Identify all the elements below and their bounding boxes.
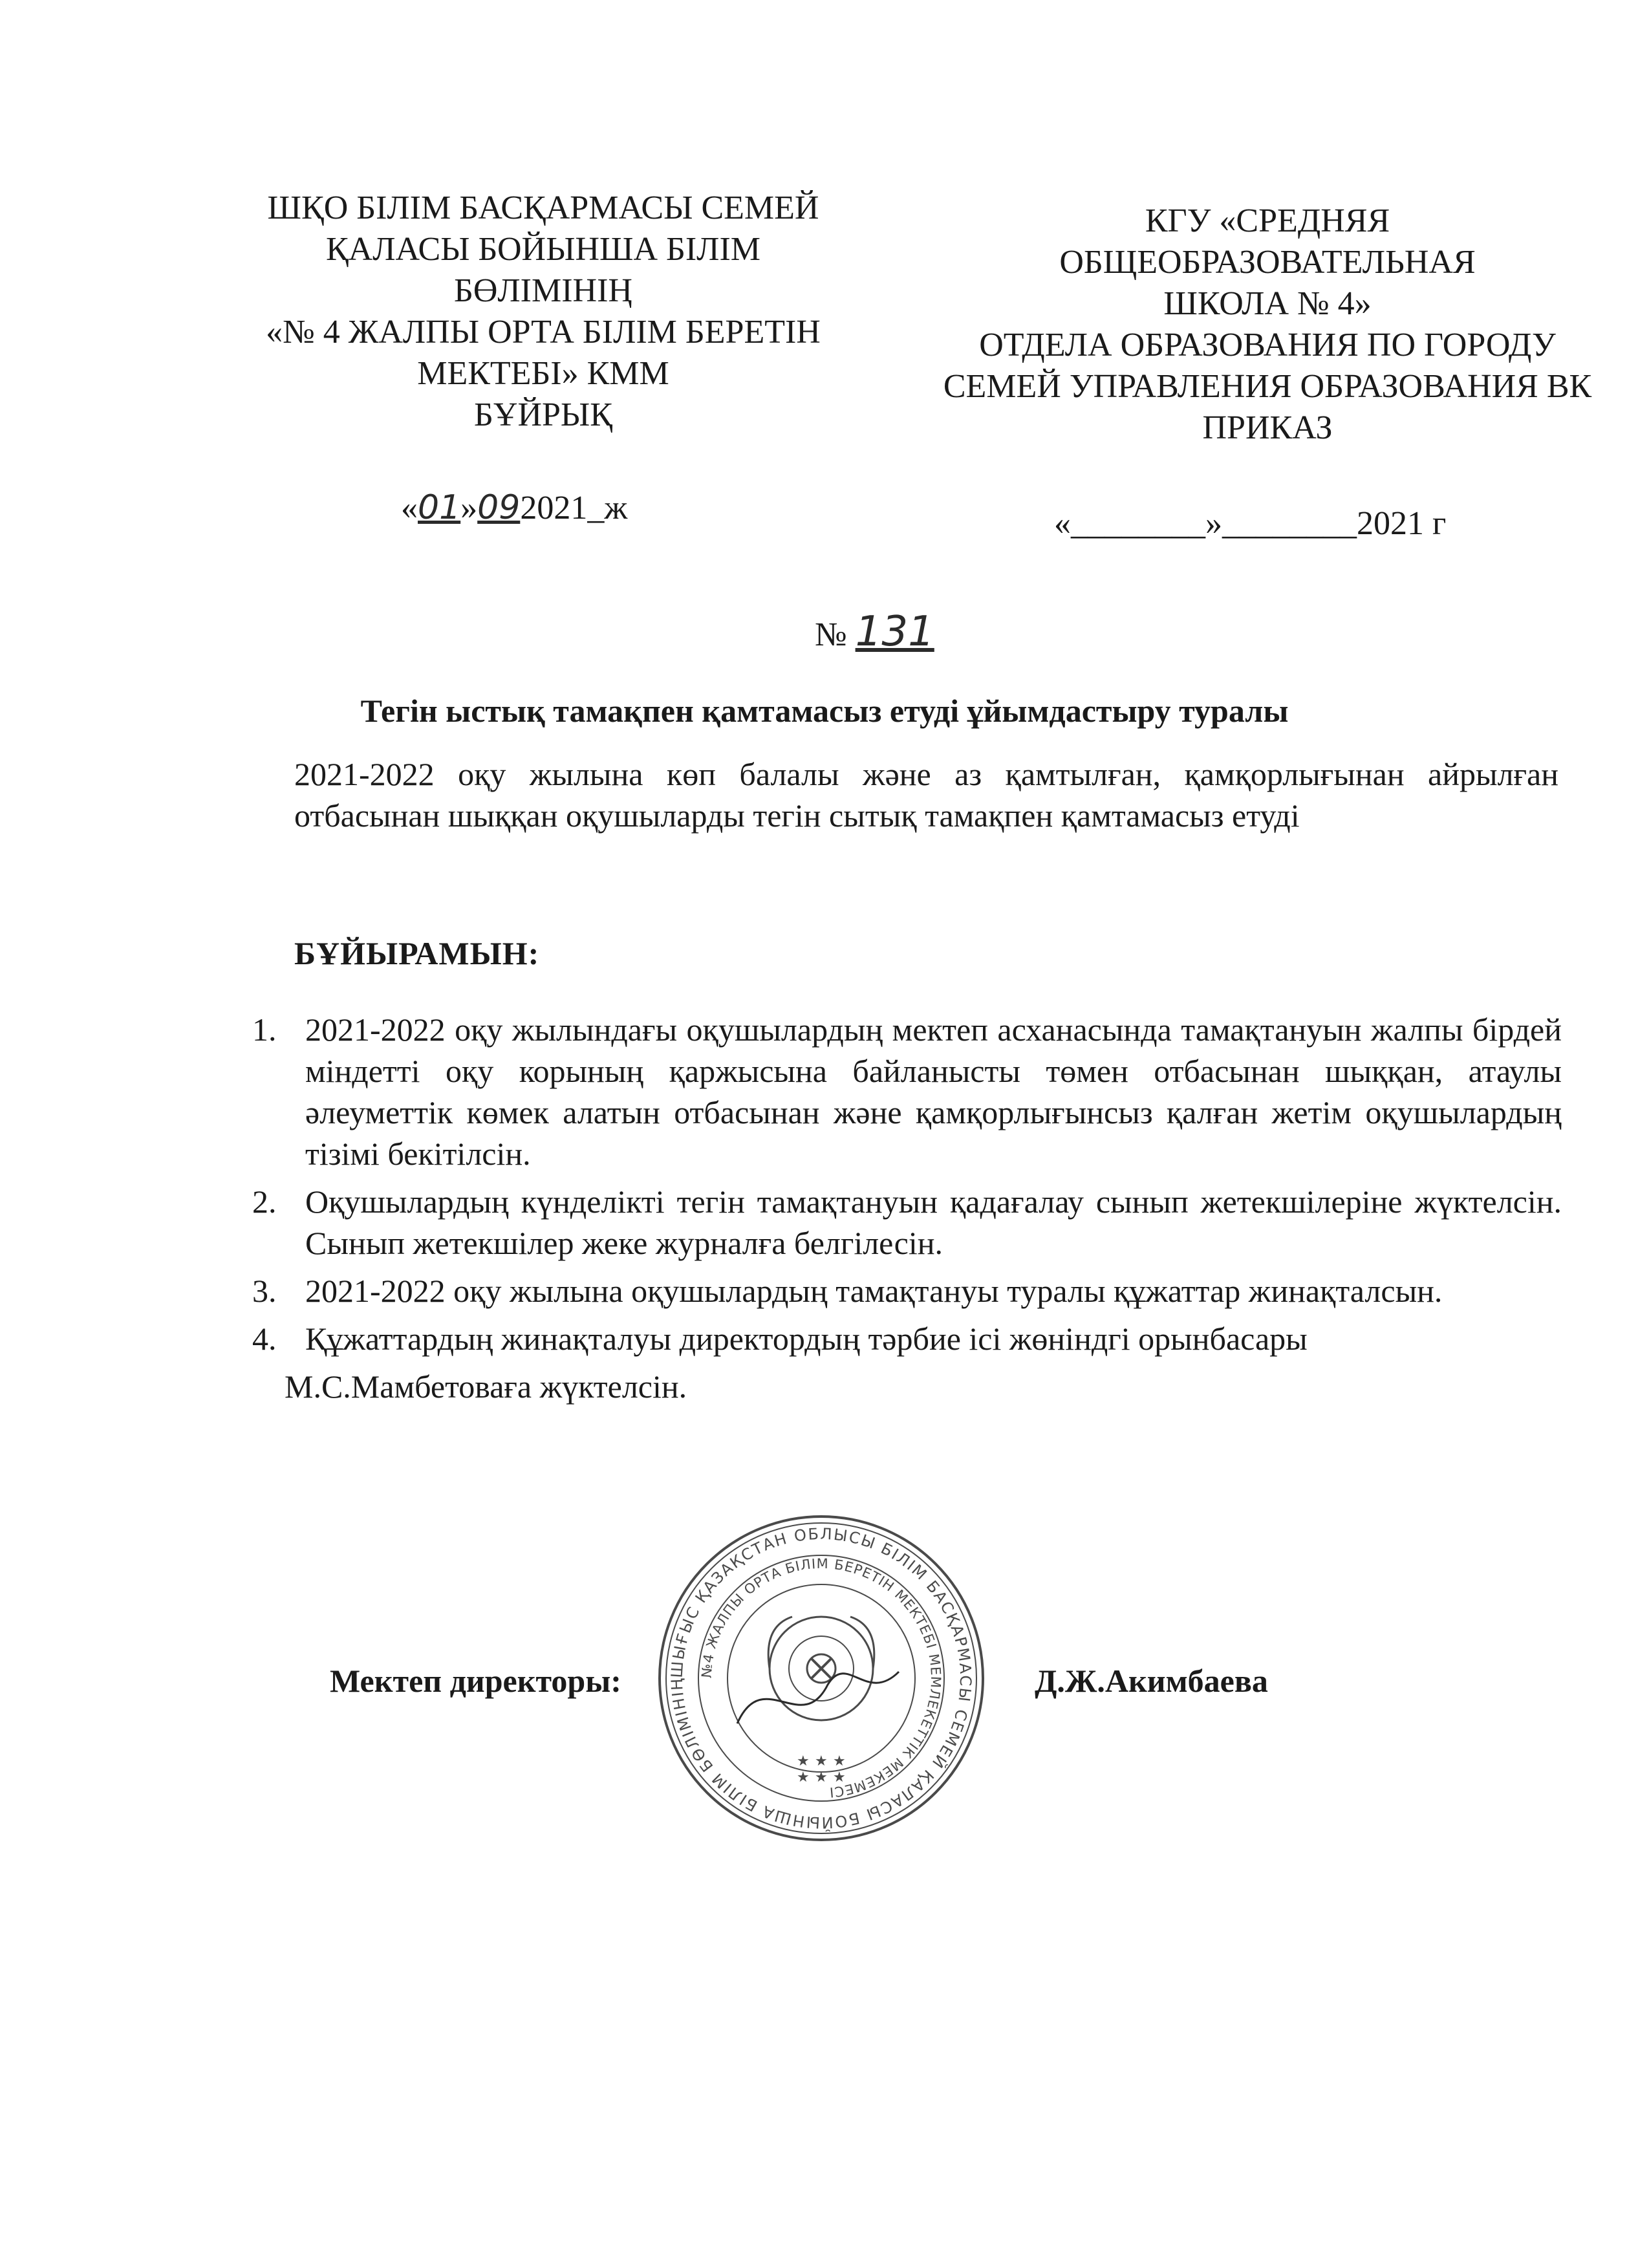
order-heading: БҰЙЫРАМЫН:	[294, 935, 540, 971]
header-right-line: ШКОЛА № 4»	[1163, 285, 1372, 322]
item-text-continuation: М.С.Мамбетоваға жүктелсін.	[285, 1368, 687, 1405]
document-title: Тегін ыстық тамақпен қамтамасыз етуді ұйымдастыру туралы	[360, 693, 1289, 729]
date-year: 2021_ж	[520, 490, 628, 526]
header-right-line: ОБЩЕОБРАЗОВАТЕЛЬНАЯ	[1059, 244, 1476, 281]
handwritten-month: 09	[477, 488, 521, 527]
official-seal-icon	[653, 1510, 989, 1846]
handwritten-day: 01	[418, 488, 461, 527]
signature-role: Мектеп директоры:	[330, 1663, 621, 1699]
svg-text:★: ★	[797, 1753, 810, 1769]
number-sign: №	[815, 616, 847, 653]
signature-name: Д.Ж.Акимбаева	[1035, 1663, 1268, 1699]
item-number: 1.	[252, 1011, 277, 1048]
item-number: 2.	[252, 1183, 277, 1220]
header-left-line: ҚАЛАСЫ БОЙЫНША БІЛІМ	[325, 231, 760, 268]
svg-text:★: ★	[833, 1753, 846, 1769]
order-items	[252, 1009, 1562, 1407]
header-right-line: ПРИКАЗ	[1202, 409, 1333, 446]
item-text: Құжаттардың жинақталуы директордың тәрбие ісі жөніндгі орынбасары	[305, 1321, 1308, 1357]
date-quote: »	[460, 490, 478, 526]
signature-stroke-icon	[737, 1672, 899, 1723]
date-right: «________»________2021 г	[1054, 505, 1447, 542]
list-item	[252, 1270, 1562, 1312]
header-right-line: КГУ «СРЕДНЯЯ	[1145, 202, 1390, 239]
header-right-line: ОТДЕЛА ОБРАЗОВАНИЯ ПО ГОРОДУ	[979, 327, 1556, 363]
intro-paragraph: 2021-2022 оқу жылына көп балалы және аз қамтылған, қамқорлығынан айрылған отбасынан шыққан оқушыларды тегін сытық тамақпен қамтамасыз етуді	[294, 756, 1558, 834]
item-text: 2021-2022 оқу жылына оқушылардың тамақтануы туралы құжаттар жинақталсын.	[305, 1273, 1443, 1309]
list-item	[252, 1009, 1562, 1174]
header-left-line: БӨЛІМІНІҢ	[454, 272, 632, 309]
header-left-line: БҰЙРЫҚ	[474, 396, 612, 433]
item-text: Оқушылардың күнделікті тегін тамақтануын қадағалау сынып жетекшілеріне жүктелсін. Сынып жетекшілер жеке журналға белгілесін.	[305, 1183, 1562, 1261]
header-left-line: МЕКТЕБІ» КММ	[417, 355, 669, 392]
header-right-russian	[879, 200, 1649, 449]
item-number: 3.	[252, 1273, 277, 1309]
svg-text:★: ★	[797, 1769, 810, 1786]
svg-text:★: ★	[815, 1769, 828, 1786]
list-item	[252, 1181, 1562, 1264]
handwritten-number: 131	[855, 608, 934, 656]
seal-inner-text: №4 ЖАЛПЫ ОРТА БІЛІМ БЕРЕТІН МЕКТЕБІ МЕМЛЕКЕТТІК МЕКЕМЕСІ	[698, 1555, 944, 1800]
item-number: 4.	[252, 1321, 277, 1357]
seal-ring-text: ШЫҒЫС ҚАЗАҚСТАН ОБЛЫСЫ БІЛІМ БАСҚАРМАСЫ СЕМЕЙ ҚАЛАСЫ БОЙЫНША БІЛІМ БӨЛІМІНІҢ	[667, 1524, 975, 1832]
header-left-line: «№ 4 ЖАЛПЫ ОРТА БІЛІМ БЕРЕТІН	[266, 314, 821, 351]
header-left-line: ШҚО БІЛІМ БАСҚАРМАСЫ СЕМЕЙ	[267, 189, 819, 226]
order-number	[815, 608, 934, 656]
svg-text:★: ★	[833, 1769, 846, 1786]
header-right-line: СЕМЕЙ УПРАВЛЕНИЯ ОБРАЗОВАНИЯ ВК	[943, 368, 1592, 405]
svg-text:★: ★	[815, 1753, 828, 1769]
date-left	[401, 488, 627, 527]
list-item	[252, 1318, 1562, 1359]
item-text: 2021-2022 оқу жылындағы оқушылардың мектеп асханасында тамақтануын жалпы бірдей міндетті оқу корының қаржысына байланысты төмен отбасынан шыққан, атаулы әлеуметтік көмек алатын отбасынан және қамқорлығынсыз қалған жетім оқушылардың тізімі бекітілсін.	[305, 1011, 1562, 1172]
header-left-kazakh	[213, 188, 873, 436]
date-quote: «	[401, 490, 418, 526]
